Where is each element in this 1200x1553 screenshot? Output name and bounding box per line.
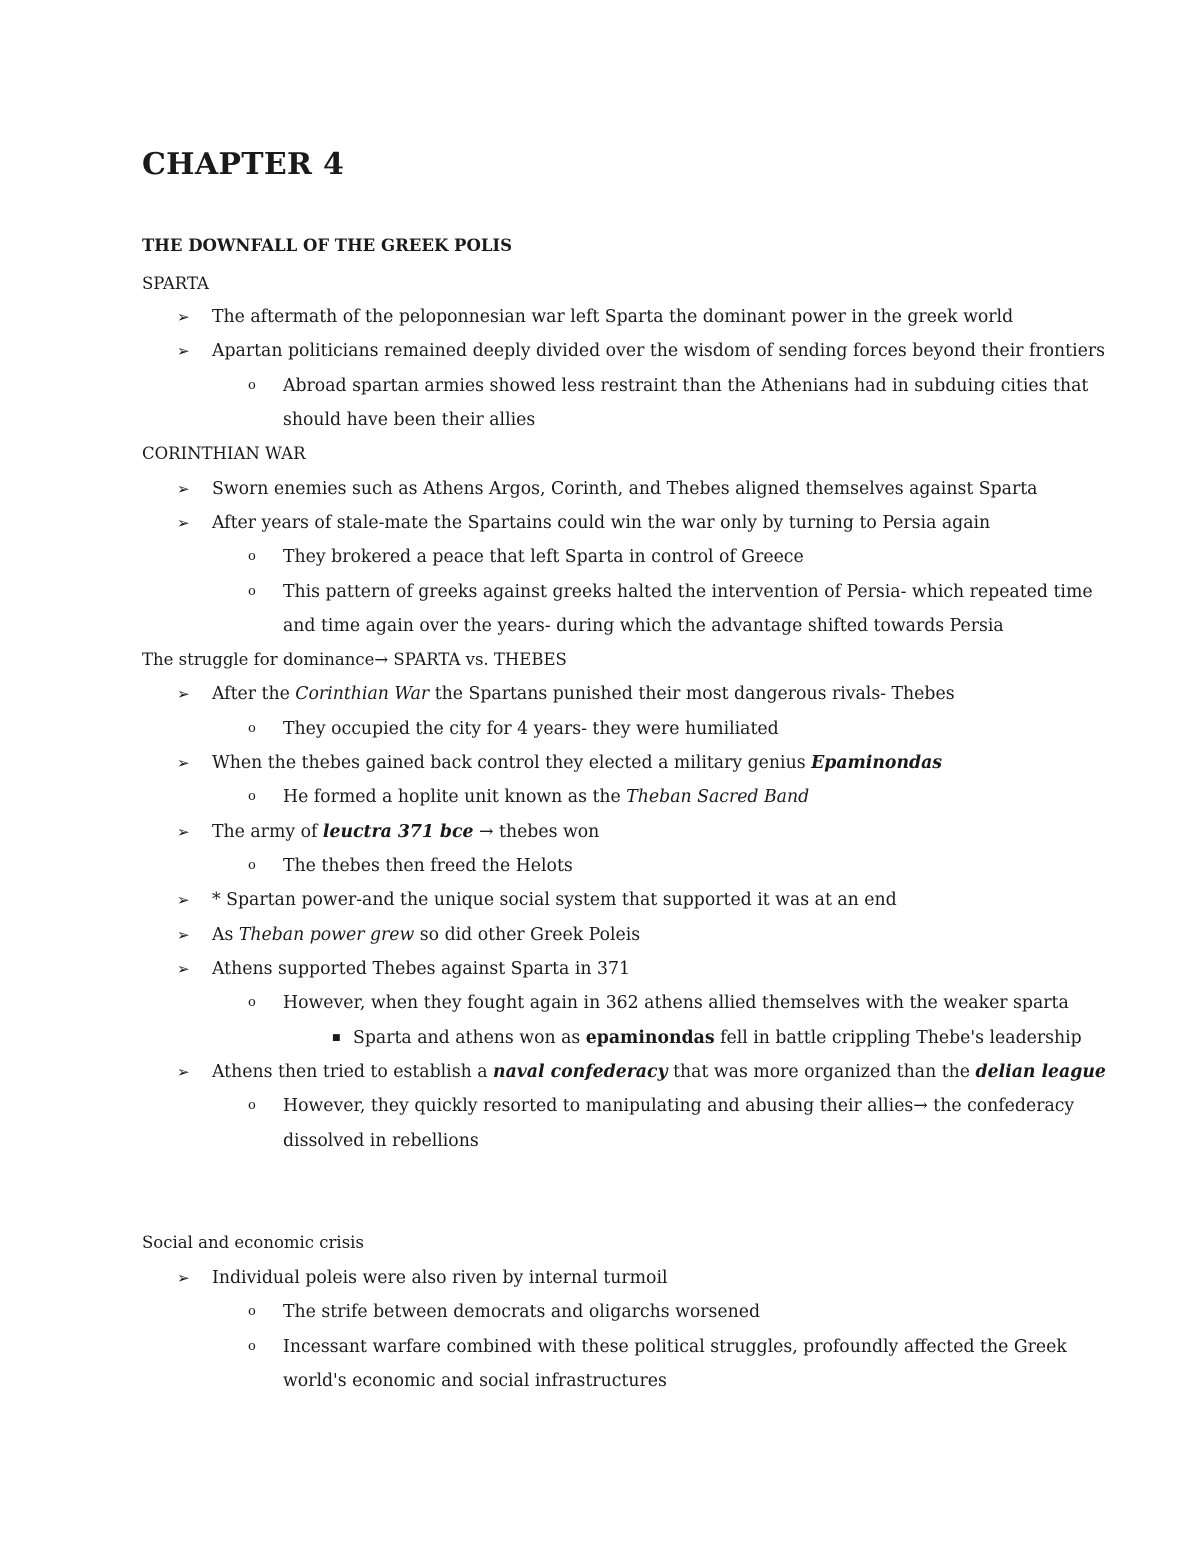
list-item: After years of stale-mate the Spartains could win the war only by turning to Persia again [212,513,991,533]
bold-italic-text: naval confederacy [493,1062,668,1082]
heading-text: The struggle for dominance [142,650,375,669]
arrow-bullet-icon: ➢ [177,308,190,326]
heading-social-crisis: Social and economic crisis [142,1233,364,1252]
bold-italic-text: delian league [975,1062,1106,1082]
text: thebes won [499,822,600,842]
list-item: However, when they fought again in 362 athens allied themselves with the weaker sparta [283,993,1069,1013]
heading-struggle [142,643,567,678]
list-item [283,1089,1074,1124]
text: Sparta and athens won as [353,1028,586,1048]
chapter-title: CHAPTER 4 [142,147,345,182]
text: The army of [212,822,323,842]
list-item: Incessant warfare combined with these political struggles, profoundly affected the Greek [283,1337,1067,1357]
list-item [283,780,809,815]
circle-bullet-icon: o [248,1304,256,1319]
arrow-bullet-icon: ➢ [177,342,190,360]
heading-sparta: SPARTA [142,274,209,293]
italic-text: Theban power grew [238,925,415,945]
list-item [353,1021,1082,1056]
text: so did other Greek Poleis [414,925,641,945]
arrow-bullet-icon: ➢ [177,514,190,532]
list-item [212,918,640,953]
circle-bullet-icon: o [248,789,256,804]
right-arrow-icon: → [374,650,389,669]
list-item: They brokered a peace that left Sparta in control of Greece [283,547,804,567]
circle-bullet-icon: o [248,1098,256,1113]
bold-italic-text: leuctra 371 bce [322,822,474,842]
heading-text: SPARTA vs. THEBES [388,650,567,669]
circle-bullet-icon: o [248,549,256,564]
text: fell in battle crippling Thebe's leadership [714,1028,1082,1048]
list-item-continued: should have been their allies [283,410,536,430]
text: that was more organized than the [667,1062,976,1082]
list-item: * Spartan power-and the unique social system that supported it was at an end [212,890,897,910]
right-arrow-icon: → [473,822,499,842]
list-item: Athens supported Thebes against Sparta in 371 [212,959,630,979]
text: However, they quickly resorted to manipulating and abusing their allies [283,1096,914,1116]
list-item: This pattern of greeks against greeks halted the intervention of Persia- which repeated time [283,582,1093,602]
circle-bullet-icon: o [248,378,256,393]
list-item: The strife between democrats and oligarchs worsened [283,1302,761,1322]
arrow-bullet-icon: ➢ [177,1269,190,1287]
text: When the thebes gained back control they elected a military genius [212,753,812,773]
list-item-continued: world's economic and social infrastructures [283,1371,667,1391]
list-item: Abroad spartan armies showed less restraint than the Athenians had in subduing cities that [283,376,1089,396]
arrow-bullet-icon: ➢ [177,685,190,703]
square-bullet-icon: ■ [332,1033,341,1043]
circle-bullet-icon: o [248,584,256,599]
list-item [212,1055,1106,1090]
arrow-bullet-icon: ➢ [177,754,190,772]
text: After the [212,684,296,704]
bold-italic-text: Epaminondas [811,753,943,773]
text: the Spartans punished their most dangerous rivals- Thebes [429,684,955,704]
list-item: The thebes then freed the Helots [283,856,573,876]
list-item-continued: and time again over the years- during which the advantage shifted towards Persia [283,616,1004,636]
circle-bullet-icon: o [248,858,256,873]
list-item: Sworn enemies such as Athens Argos, Corinth, and Thebes aligned themselves against Sparta [212,479,1038,499]
list-item: The aftermath of the peloponnesian war left Sparta the dominant power in the greek world [212,307,1014,327]
right-arrow-icon: → [913,1096,928,1116]
arrow-bullet-icon: ➢ [177,960,190,978]
list-item [212,677,955,712]
list-item [212,746,942,781]
italic-text: Corinthian War [295,684,430,704]
list-item: Apartan politicians remained deeply divided over the wisdom of sending forces beyond their frontiers [212,341,1106,361]
list-item: Individual poleis were also riven by internal turmoil [212,1268,668,1288]
bold-text: epaminondas [585,1028,715,1048]
arrow-bullet-icon: ➢ [177,891,190,909]
arrow-bullet-icon: ➢ [177,926,190,944]
section-title: THE DOWNFALL OF THE GREEK POLIS [142,236,513,255]
text: the confederacy [927,1096,1075,1116]
arrow-bullet-icon: ➢ [177,823,190,841]
arrow-bullet-icon: ➢ [177,1063,190,1081]
circle-bullet-icon: o [248,995,256,1010]
arrow-bullet-icon: ➢ [177,480,190,498]
circle-bullet-icon: o [248,1339,256,1354]
circle-bullet-icon: o [248,721,256,736]
heading-corinthian-war: CORINTHIAN WAR [142,444,306,463]
list-item: They occupied the city for 4 years- they were humiliated [283,719,779,739]
text: As [212,925,239,945]
list-item [212,815,599,850]
text: Athens then tried to establish a [212,1062,493,1082]
text: He formed a hoplite unit known as the [283,787,627,807]
list-item-continued: dissolved in rebellions [283,1131,479,1151]
italic-text: Theban Sacred Band [626,787,810,807]
